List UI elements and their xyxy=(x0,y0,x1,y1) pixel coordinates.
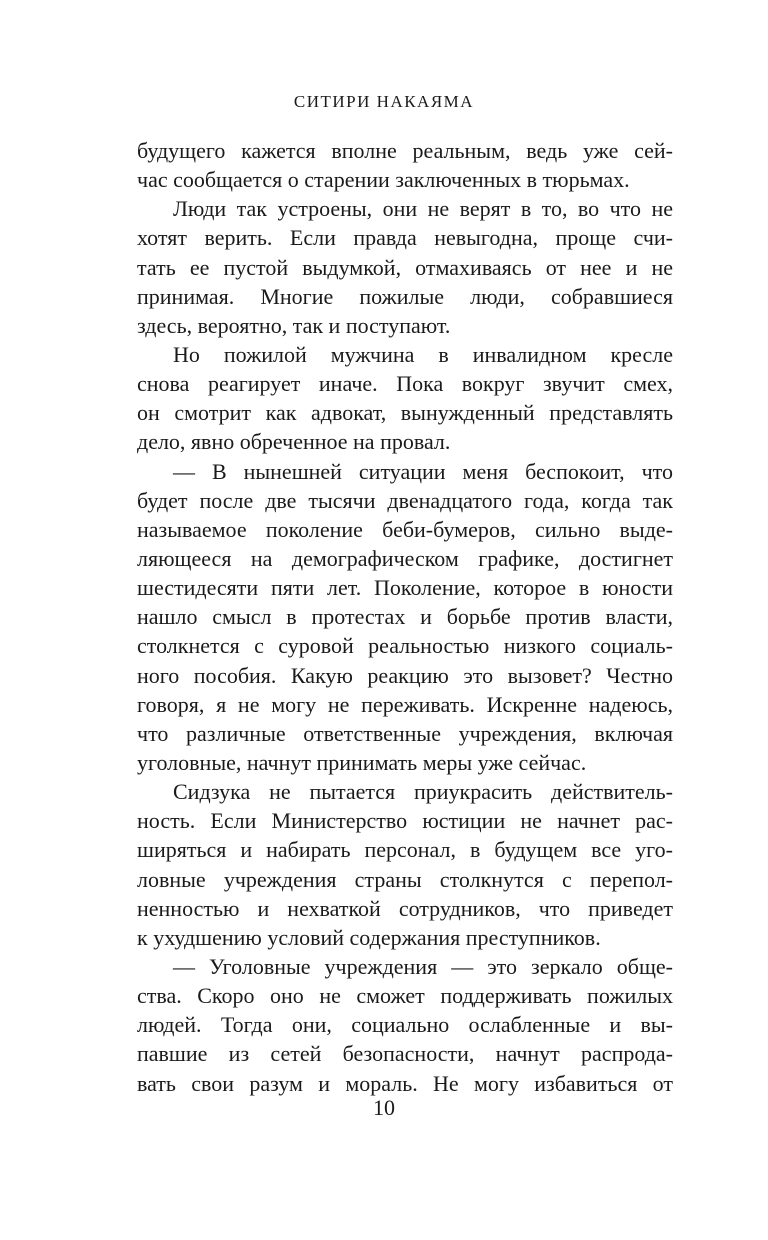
text-line: нашло смысл в протестах и борьбе против власти, xyxy=(137,604,673,630)
text-line: он смотрит как адвокат, вынужденный представлять xyxy=(137,400,673,426)
text-line: ного пособия. Какую реакцию это вызовет? Честно xyxy=(137,662,673,688)
text-line: ненностью и нехваткой сотрудников, что приведет xyxy=(137,895,673,921)
text-line: что различные ответственные учреждения, включая xyxy=(137,720,673,746)
text-line: ства. Скоро оно не сможет поддерживать пожилых xyxy=(137,983,673,1009)
text-line: павшие из сетей безопасности, начнут распрода- xyxy=(137,1041,673,1067)
text-line: ширяться и набирать персонал, в будущем все уго- xyxy=(137,837,673,863)
text-line: Люди так устроены, они не верят в то, во что не xyxy=(173,196,673,222)
text-line: ляющееся на демографическом графике, достигнет xyxy=(137,545,673,571)
text-line: называемое поколение беби-бумеров, сильно выде- xyxy=(137,516,673,542)
text-line: хотят верить. Если правда невыгодна, проще счи- xyxy=(137,225,673,251)
text-line: столкнется с суровой реальностью низкого социаль- xyxy=(137,633,673,659)
text-line: вать свои разум и мораль. Не могу избавиться от xyxy=(137,1070,673,1096)
text-line: здесь, вероятно, так и поступают. xyxy=(137,312,451,338)
running-head: СИТИРИ НАКАЯМА xyxy=(293,92,475,111)
text-line: тать ее пустой выдумкой, отмахиваясь от нее и не xyxy=(137,254,673,280)
text-line: снова реагирует иначе. Пока вокруг звучит смех, xyxy=(137,371,673,397)
text-line: Сидзука не пытается приукрасить действитель- xyxy=(173,779,673,805)
text-line: ловные учреждения страны столкнутся с перепол- xyxy=(137,866,673,892)
text-line: говоря, я не могу не переживать. Искренне надеюсь, xyxy=(137,691,673,717)
text-line: к ухудшению условий содержания преступников. xyxy=(137,924,601,950)
text-line: будущего кажется вполне реальным, ведь уже сей- xyxy=(137,138,673,163)
body-text xyxy=(137,136,673,1098)
text-line: — В нынешней ситуации меня беспокоит, что xyxy=(173,458,673,484)
text-line: — Уголовные учреждения — это зеркало обще- xyxy=(173,953,673,979)
text-line: дело, явно обреченное на провал. xyxy=(137,429,451,455)
text-line: уголовные, начнут принимать меры уже сейчас. xyxy=(137,749,587,775)
text-line: час сообщается о старении заключенных в тюрьмах. xyxy=(137,167,630,193)
text-line: ность. Если Министерство юстиции не начнет рас- xyxy=(137,808,673,834)
text-line: Но пожилой мужчина в инвалидном кресле xyxy=(173,341,673,367)
text-line: будет после две тысячи двенадцатого года, когда так xyxy=(137,487,673,513)
page-number: 10 xyxy=(373,1095,395,1120)
text-line: людей. Тогда они, социально ослабленные и вы- xyxy=(137,1012,673,1038)
text-line: шестидесяти пяти лет. Поколение, которое в юности xyxy=(137,575,673,601)
text-line: принимая. Многие пожилые люди, собравшиеся xyxy=(137,283,673,309)
